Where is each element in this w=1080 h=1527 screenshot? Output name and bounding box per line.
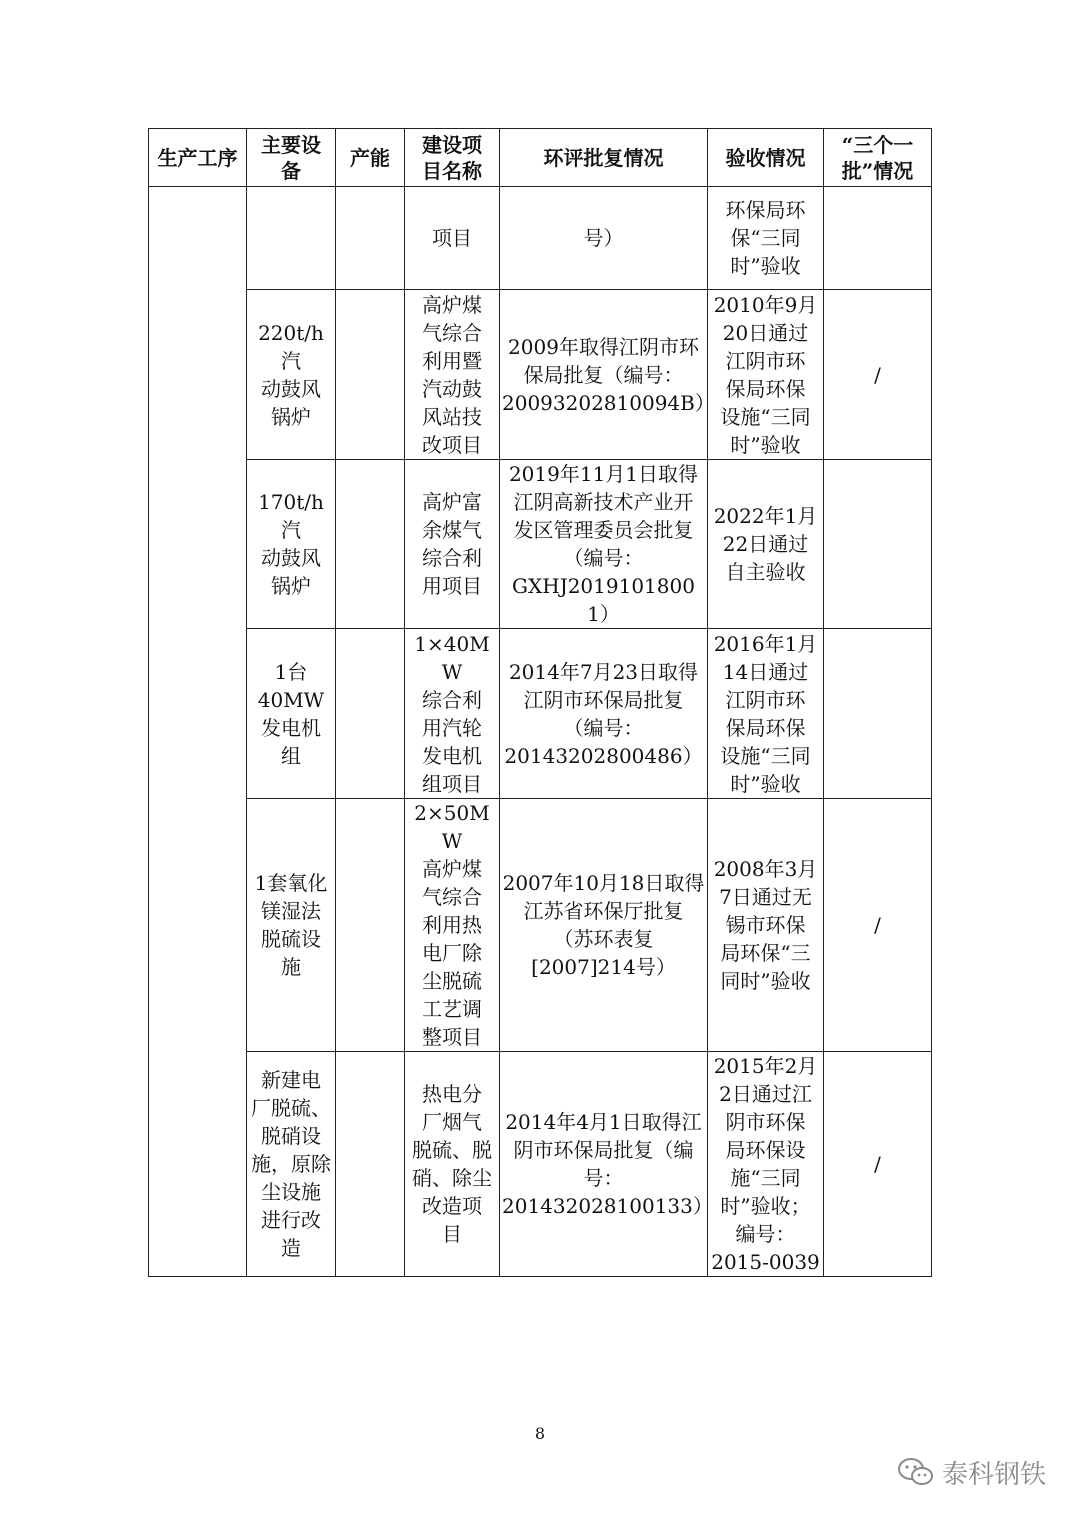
capacity-cell — [336, 1052, 405, 1277]
approval-table — [148, 128, 932, 1277]
equipment-cell: 新建电 厂脱硫、 脱硝设 施，原除 尘设施 进行改 造 — [247, 1052, 336, 1277]
capacity-cell — [336, 460, 405, 629]
acceptance-cell: 2015年2月 2日通过江 阴市环保 局环保设 施“三同 时”验收； 编号： 2015-0039 — [708, 1052, 824, 1277]
wechat-icon — [898, 1457, 934, 1487]
three-one-batch-cell: / — [824, 1052, 932, 1277]
table-row — [149, 1052, 932, 1277]
project-name-cell: 2×50MW 高炉煤 气综合 利用热 电厂除 尘脱硫 工艺调 整项目 — [405, 799, 500, 1052]
equipment-cell: 1套氧化 镁湿法 脱硫设 施 — [247, 799, 336, 1052]
three-one-batch-cell — [824, 187, 932, 290]
equipment-cell: 220t/h汽 动鼓风 锅炉 — [247, 290, 336, 460]
equipment-cell: 1台 40MW 发电机 组 — [247, 629, 336, 799]
three-one-batch-cell: / — [824, 799, 932, 1052]
capacity-cell — [336, 629, 405, 799]
equipment-cell: 170t/h汽 动鼓风 锅炉 — [247, 460, 336, 629]
project-name-cell: 热电分 厂烟气 脱硫、脱 硝、除尘 改造项 目 — [405, 1052, 500, 1277]
acceptance-cell: 环保局环 保“三同 时”验收 — [708, 187, 824, 290]
page-number: 8 — [534, 1424, 546, 1443]
acceptance-cell: 2008年3月 7日通过无 锡市环保 局环保“三 同时”验收 — [708, 799, 824, 1052]
header-process: 生产工序 — [149, 129, 247, 187]
eia-approval-cell: 2019年11月1日取得 江阴高新技术产业开 发区管理委员会批复 （编号： GXHJ20191018001） — [500, 460, 708, 629]
acceptance-cell: 2016年1月 14日通过 江阴市环 保局环保 设施“三同 时”验收 — [708, 629, 824, 799]
eia-approval-cell: 2009年取得江阴市环 保局批复（编号： 20093202810094B） — [500, 290, 708, 460]
capacity-cell — [336, 799, 405, 1052]
equipment-cell — [247, 187, 336, 290]
watermark-text: 泰科钢铁 — [942, 1459, 1047, 1490]
acceptance-cell: 2010年9月 20日通过 江阴市环 保局环保 设施“三同 时”验收 — [708, 290, 824, 460]
project-name-cell: 1×40MW 综合利 用汽轮 发电机 组项目 — [405, 629, 500, 799]
capacity-cell — [336, 290, 405, 460]
eia-approval-cell: 2007年10月18日取得 江苏省环保厅批复 （苏环表复 [2007]214号） — [500, 799, 708, 1052]
table-row — [149, 187, 932, 290]
table-row — [149, 460, 932, 629]
header-three-one-batch: “三个一 批”情况 — [824, 129, 932, 187]
table-row — [149, 629, 932, 799]
header-acceptance: 验收情况 — [708, 129, 824, 187]
header-capacity: 产能 — [336, 129, 405, 187]
header-row — [149, 129, 932, 187]
table-row — [149, 290, 932, 460]
three-one-batch-cell: / — [824, 290, 932, 460]
header-eia-approval: 环评批复情况 — [500, 129, 708, 187]
eia-approval-cell: 2014年7月23日取得 江阴市环保局批复 （编号： 20143202800486） — [500, 629, 708, 799]
project-name-cell: 高炉富 余煤气 综合利 用项目 — [405, 460, 500, 629]
acceptance-cell: 2022年1月 22日通过 自主验收 — [708, 460, 824, 629]
watermark — [898, 1452, 1046, 1492]
project-name-cell: 高炉煤 气综合 利用暨 汽动鼓 风站技 改项目 — [405, 290, 500, 460]
process-cell — [149, 187, 247, 1277]
project-name-cell: 项目 — [405, 187, 500, 290]
three-one-batch-cell — [824, 629, 932, 799]
header-main-equipment: 主要设 备 — [247, 129, 336, 187]
capacity-cell — [336, 187, 405, 290]
three-one-batch-cell — [824, 460, 932, 629]
eia-approval-cell: 号） — [500, 187, 708, 290]
header-project-name: 建设项 目名称 — [405, 129, 500, 187]
eia-approval-cell: 2014年4月1日取得江 阴市环保局批复（编 号： 201432028100133） — [500, 1052, 708, 1277]
table-row — [149, 799, 932, 1052]
